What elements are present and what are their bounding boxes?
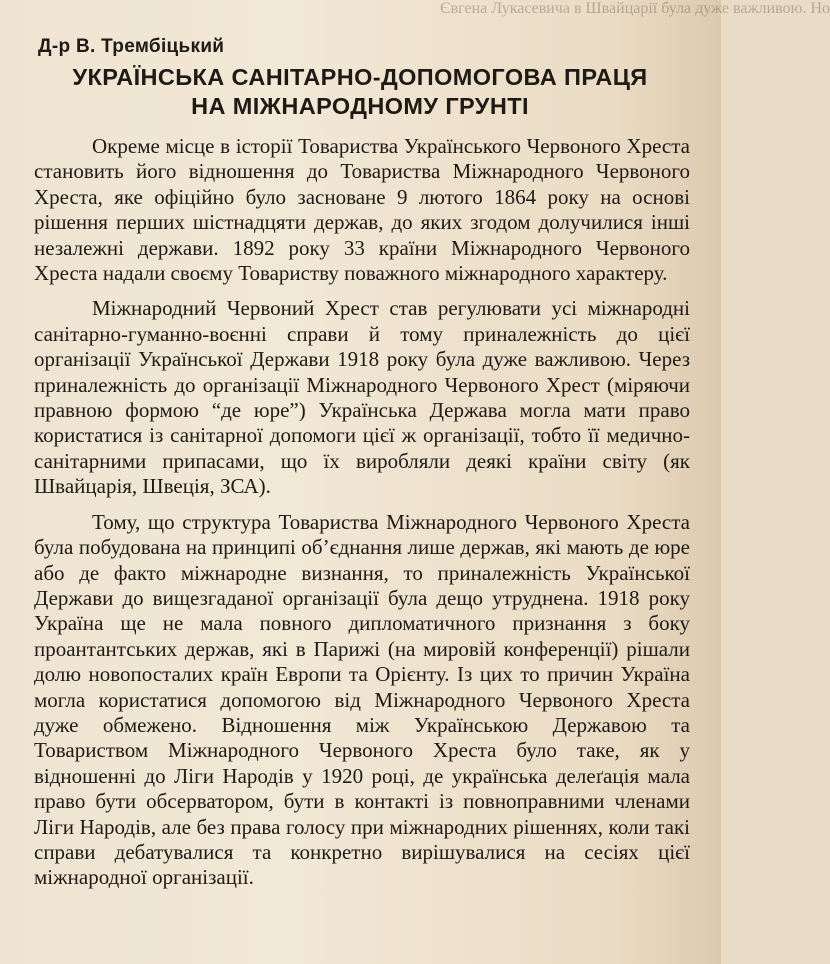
article-body xyxy=(34,134,690,901)
article-title xyxy=(30,63,690,121)
title-line-2: НА МІЖНАРОДНОМУ ГРУНТІ xyxy=(191,93,529,119)
paragraph-1: Окреме місце в історії Товариства Українського Червоного Хреста становить його відношення до Товариства Міжнародного Червоного Хреста, яке офіційно було засноване 9 лютого 1864 року на основі рішення перших шістнадцяти держав, до яких згодом долучилися інші незалежні держави. 1892 року 33 країни Міжнародного Червоного Хреста надали своєму Товариству поважного міжнародного характеру. xyxy=(34,134,690,286)
paragraph-3: Тому, що структура Товариства Міжнародного Червоного Хреста була побудована на принципі об’єднання лише держав, які мають де юре або де факто міжнародне визнання, то приналежність Української Держави до вищезгаданої організації була дещо утруднена. 1918 року Україна ще не мала повного дипломатичного признання з боку проантантських держав, які в Парижі (на мировій конференції) рішали долю новопосталих країн Европи та Орієнту. Із цих то причин Україна могла користатися допомогою від Міжнародного Червоного Хреста дуже обмежено. Відношення між Українською Державою та Товариством Міжнародного Червоного Хреста було таке, як у відношенні до Ліги Народів у 1920 році, де українська делеґація мала право бути обсерватором, бути в контакті із повноправними членами Ліги Народів, але без права голосу при міжнародних рішеннях, коли такі справи дебатувалися та конкретно вирішувалися на сесіях цієї міжнародної організації. xyxy=(34,509,690,890)
bleed-through-text xyxy=(0,0,830,26)
paragraph-2: Міжнародний Червоний Хрест став регулювати усі міжнародні санітарно-гуманно-воєнні справи й тому приналежність до цієї організації Української Держави 1918 року була дуже важливою. Через приналежність до організації Міжнародного Червоного Хрест (міряючи правною формою “де юре”) Українська Держава могла мати право користатися із санітарної допомоги цієї ж організації, тобто її медично-санітарними припасами, що їх виробляли деякі країни світу (як Швайцарія, Швеція, ЗСА). xyxy=(34,296,690,499)
title-line-1: УКРАЇНСЬКА САНІТАРНО-ДОПОМОГОВА ПРАЦЯ xyxy=(72,64,648,90)
author-name: Д-р В. Трембіцький xyxy=(38,36,225,57)
bleed-through-line: Євгена Лукасевича в Швайцарії була дуже важливою. Но xyxy=(440,0,830,17)
